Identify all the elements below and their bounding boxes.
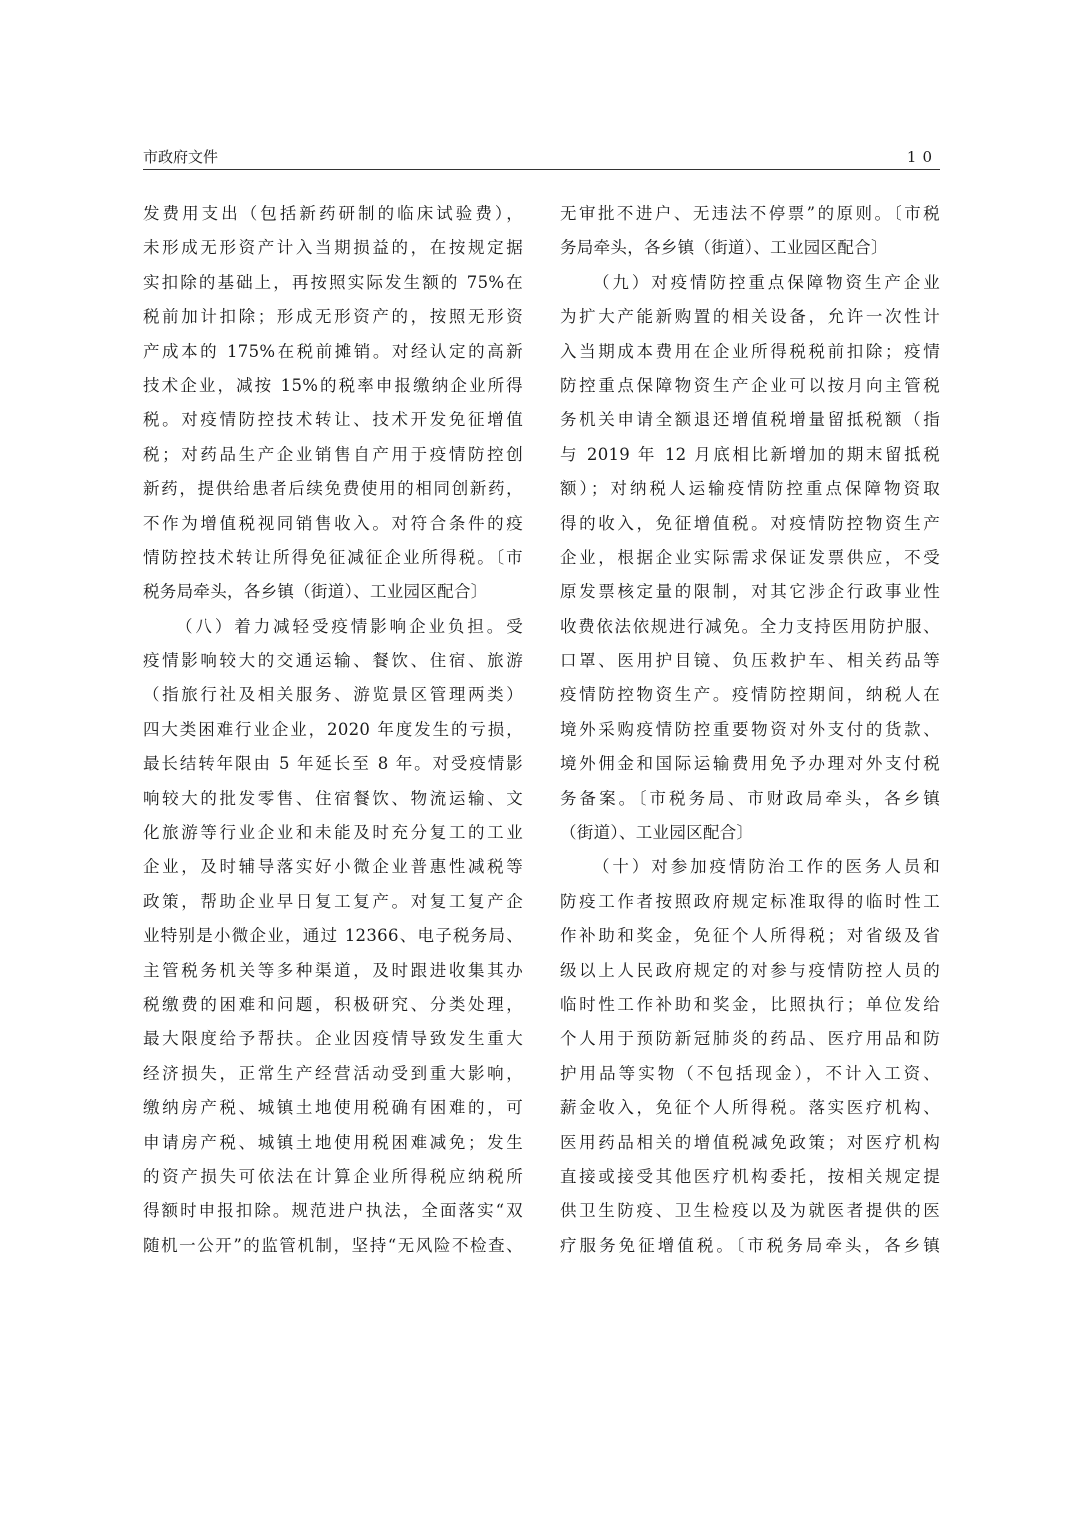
- text-line: 化旅游等行业企业和未能及时充分复工的工业: [143, 823, 523, 843]
- text-line: 收费依法依规进行减免。全力支持医用防护服、: [560, 616, 940, 636]
- text-line: 随机一公开”的监管机制，坚持“无风险不检查、: [143, 1235, 523, 1255]
- text-line: 申请房产税、城镇土地使用税困难减免；发生: [143, 1132, 523, 1152]
- text-line: 最大限度给予帮扶。企业因疫情导致发生重大: [143, 1029, 523, 1049]
- text-line: 供卫生防疫、卫生检疫以及为就医者提供的医: [560, 1201, 940, 1221]
- text-line: （十）对参加疫情防治工作的医务人员和: [593, 857, 940, 877]
- text-line: 护用品等实物（不包括现金），不计入工资、: [560, 1063, 940, 1083]
- page-header: [143, 147, 940, 170]
- text-line: 额）；对纳税人运输疫情防控重点保障物资取: [560, 479, 940, 499]
- text-line: 境外采购疫情防控重要物资对外支付的货款、: [560, 719, 940, 739]
- text-line: 疫情影响较大的交通运输、餐饮、住宿、旅游: [143, 651, 523, 671]
- text-line: 实扣除的基础上，再按照实际发生额的 75%在: [143, 272, 523, 292]
- text-line: 薪金收入，免征个人所得税。落实医疗机构、: [560, 1098, 940, 1118]
- text-line: 税。对疫情防控技术转让、技术开发免征增值: [143, 410, 523, 430]
- text-line: 企业，根据企业实际需求保证发票供应，不受: [560, 547, 940, 567]
- text-line: 新药，提供给患者后续免费使用的相同创新药，: [143, 479, 523, 499]
- text-line: 疫情防控物资生产。疫情防控期间，纳税人在: [560, 685, 940, 705]
- text-line: 口罩、医用护目镜、负压救护车、相关药品等: [560, 651, 940, 671]
- text-line: 情防控技术转让所得免征减征企业所得税。〔市: [143, 547, 523, 567]
- text-line: （指旅行社及相关服务、游览景区管理两类）: [143, 685, 523, 705]
- text-line: 入当期成本费用在企业所得税税前扣除；疫情: [560, 341, 940, 361]
- text-line: 四大类困难行业企业，2020 年度发生的亏损，: [143, 719, 523, 739]
- text-line: 发费用支出（包括新药研制的临床试验费），: [143, 204, 523, 223]
- text-line: 业特别是小微企业，通过 12366、电子税务局、: [143, 926, 523, 946]
- text-line: 缴纳房产税、城镇土地使用税确有困难的，可: [143, 1098, 523, 1118]
- text-line: 临时性工作补助和奖金，比照执行；单位发给: [560, 994, 940, 1014]
- text-line: 产成本的 175%在税前摊销。对经认定的高新: [143, 341, 523, 361]
- text-line: 疗服务免征增值税。〔市税务局牵头，各乡镇: [560, 1235, 940, 1255]
- text-line: 务备案。〔市税务局、市财政局牵头，各乡镇: [560, 788, 940, 808]
- text-line: 防控重点保障物资生产企业可以按月向主管税: [560, 375, 940, 395]
- text-line: （街道）、工业园区配合〕: [560, 823, 754, 843]
- text-line: 境外佣金和国际运输费用免予办理对外支付税: [560, 754, 940, 774]
- text-line: 防疫工作者按照政府规定标准取得的临时性工: [560, 891, 940, 911]
- text-line: 政策，帮助企业早日复工复产。对复工复产企: [143, 891, 523, 911]
- text-line: 税缴费的困难和问题，积极研究、分类处理，: [143, 994, 523, 1014]
- text-line: 税；对药品生产企业销售自产用于疫情防控创: [143, 444, 523, 464]
- header-title: 市政府文件: [143, 148, 219, 166]
- text-line: （八）着力减轻受疫情影响企业负担。受: [176, 616, 523, 636]
- text-line: 级以上人民政府规定的对参与疫情防控人员的: [560, 960, 940, 980]
- text-line: 企业，及时辅导落实好小微企业普惠性减税等: [143, 857, 523, 877]
- text-line: 经济损失，正常生产经营活动受到重大影响，: [143, 1063, 523, 1083]
- text-line: 税务局牵头，各乡镇（街道）、工业园区配合〕: [143, 582, 488, 602]
- text-line: 最长结转年限由 5 年延长至 8 年。对受疫情影: [143, 754, 523, 774]
- text-line: 务局牵头，各乡镇（街道）、工业园区配合〕: [560, 238, 888, 258]
- text-line: 原发票核定量的限制，对其它涉企行政事业性: [560, 582, 940, 602]
- text-line: 直接或接受其他医疗机构委托，按相关规定提: [560, 1166, 940, 1186]
- text-line: （九）对疫情防控重点保障物资生产企业: [593, 272, 940, 292]
- text-line: 响较大的批发零售、住宿餐饮、物流运输、文: [143, 788, 523, 808]
- left-text-column: [143, 197, 523, 1263]
- page-number: 10: [906, 148, 938, 166]
- text-line: 主管税务机关等多种渠道，及时跟进收集其办: [143, 960, 523, 980]
- text-line: 无审批不进户、无违法不停票”的原则。〔市税: [560, 204, 940, 223]
- text-line: 与 2019 年 12 月底相比新增加的期末留抵税: [560, 444, 940, 464]
- text-line: 为扩大产能新购置的相关设备，允许一次性计: [560, 307, 940, 327]
- text-line: 技术企业，减按 15%的税率申报缴纳企业所得: [143, 375, 523, 395]
- text-line: 得的收入，免征增值税。对疫情防控物资生产: [560, 513, 940, 533]
- text-line: 税前加计扣除；形成无形资产的，按照无形资: [143, 307, 523, 327]
- text-line: 得额时申报扣除。规范进户执法，全面落实“双: [143, 1201, 523, 1221]
- text-line: 医用药品相关的增值税减免政策；对医疗机构: [560, 1132, 940, 1152]
- text-line: 不作为增值税视同销售收入。对符合条件的疫: [143, 513, 523, 533]
- text-line: 作补助和奖金，免征个人所得税；对省级及省: [560, 926, 940, 946]
- text-line: 个人用于预防新冠肺炎的药品、医疗用品和防: [560, 1029, 940, 1049]
- text-line: 务机关申请全额退还增值税增量留抵税额（指: [560, 410, 940, 430]
- text-line: 未形成无形资产计入当期损益的，在按规定据: [143, 238, 523, 258]
- right-text-column: [560, 197, 940, 1263]
- text-line: 的资产损失可依法在计算企业所得税应纳税所: [143, 1166, 523, 1186]
